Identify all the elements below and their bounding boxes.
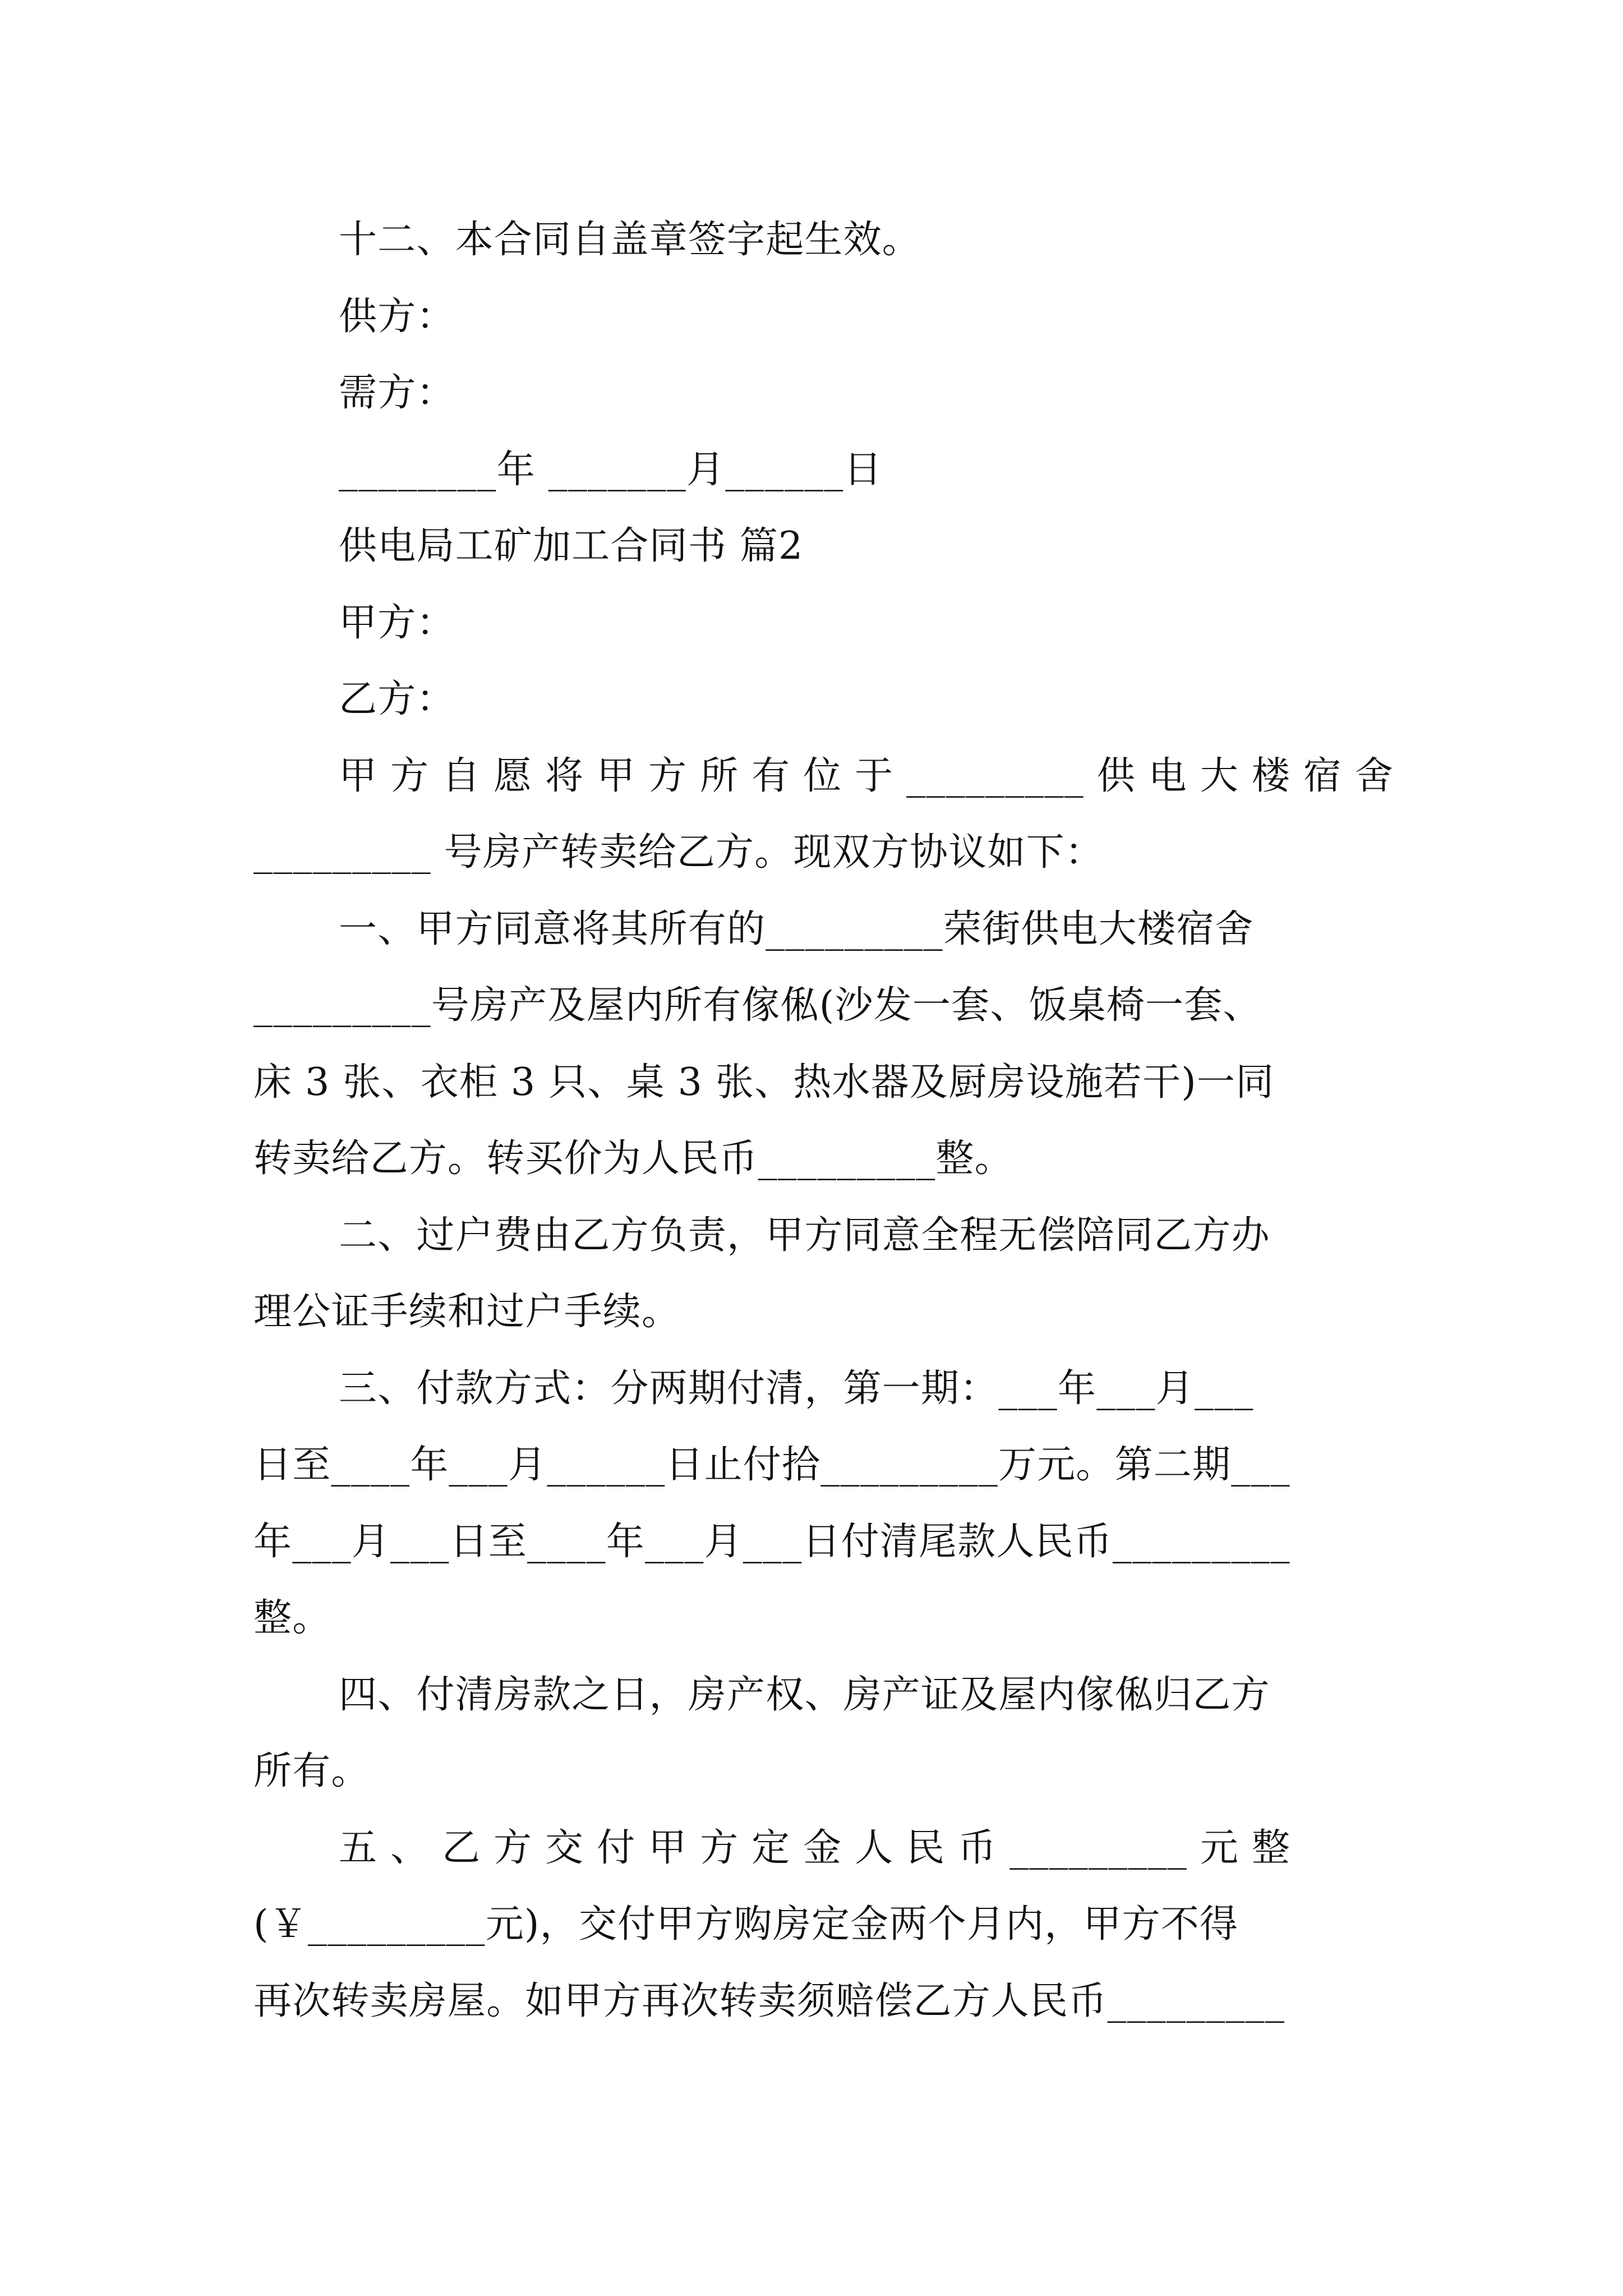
document-line: 供电局工矿加工合同书 篇2 (339, 524, 804, 568)
document-line: 三、付款方式：分两期付清，第一期：___年___月___ (339, 1366, 1254, 1411)
document-line: 十二、本合同自盖章签字起生效。 (339, 218, 921, 262)
document-line: 甲 方 自 愿 将 甲 方 所 有 位 于 _________ 供 电 大 楼 宿 舍 (339, 753, 1394, 798)
document-line: 甲方： (339, 600, 455, 645)
document-body (253, 202, 1394, 2040)
document-line: 四、付清房款之日，房产权、房产证及屋内傢俬归乙方 (339, 1672, 1270, 1717)
document-line: (￥_________元)，交付甲方购房定金两个月内，甲方不得 (253, 1902, 1239, 1947)
document-line: 整。 (253, 1596, 331, 1640)
document-line: ________年 _______月______日 (339, 447, 883, 492)
document-line: 需方： (339, 371, 455, 415)
document-line: 五 、 乙 方 交 付 甲 方 定 金 人 民 币 _________ 元 整 (339, 1825, 1291, 1870)
document-line: _________ 号房产转卖给乙方。现双方协议如下： (253, 830, 1104, 875)
document-line: 供方： (339, 294, 455, 339)
document-line: 转卖给乙方。转买价为人民币_________整。 (253, 1137, 1013, 1181)
document-line: _________号房产及屋内所有傢俬(沙发一套、饭桌椅一套、 (253, 983, 1262, 1028)
document-line: 床 3 张、衣柜 3 只、桌 3 张、热水器及厨房设施若干)一同 (253, 1060, 1275, 1105)
document-line: 二、过户费由乙方负责，甲方同意全程无偿陪同乙方办 (339, 1213, 1270, 1258)
document-line: 年___月___日至____年___月___日付清尾款人民币_________ (253, 1519, 1290, 1564)
document-line: 乙方： (339, 677, 455, 721)
document-line: 理公证手续和过户手续。 (253, 1290, 681, 1334)
document-line: 再次转卖房屋。如甲方再次转卖须赔偿乙方人民币_________ (253, 1978, 1285, 2023)
document-line: 所有。 (253, 1749, 370, 1793)
document-line: 日至____年___月______日止付拾_________万元。第二期___ (253, 1443, 1290, 1487)
document-line: 一、甲方同意将其所有的_________荣街供电大楼宿舍 (339, 907, 1254, 951)
